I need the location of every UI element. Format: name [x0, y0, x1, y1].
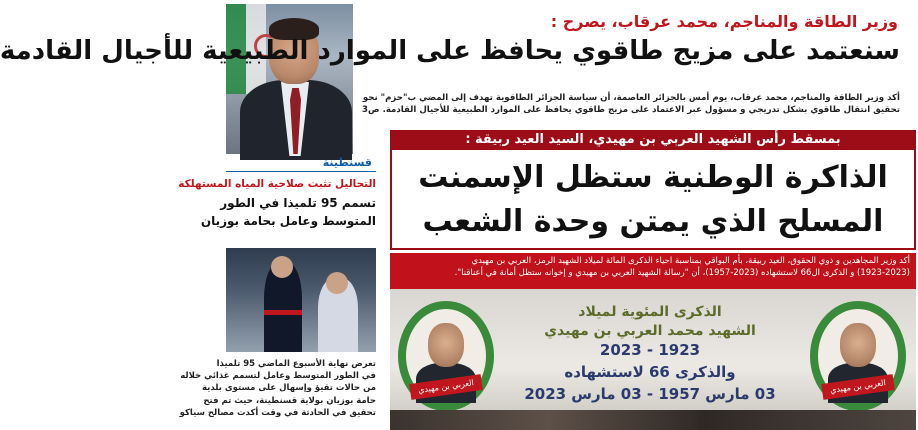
martyr-portrait-wreath-right [810, 301, 906, 411]
second-story-body-line: (1923-2023) و الذكرى ال66 لاستشهاده (2023-1957)، أن "رسالة الشهيد العربي بن مهيدي و إخوانه ستظل أمانة في أعناقنا". [454, 268, 910, 278]
banner-date: 03 مارس 1957 - 03 مارس 2023 [524, 385, 776, 403]
left-story-body-line: حامة بوزيان بولاية قسنطينة، حيث تم فتح [203, 395, 376, 406]
wreath-ribbon: العربي بن مهيدي [409, 374, 483, 400]
left-story-photo [226, 248, 376, 352]
left-story-title-line: المتوسط وعامل بحامة بوزيان [200, 214, 376, 228]
banner-anniversary: والذكرى 66 لاستشهاده [564, 363, 736, 381]
left-story-title[interactable] [200, 194, 376, 230]
left-story-body-line: في الطور المتوسط وعامل لتسمم غذائي خلاله [180, 371, 376, 382]
second-story-body-line: أكد وزير المجاهدين و ذوي الحقوق، العيد ربيقة، بأم البواقي بمناسبة احياء الذكرى المائة لميلاد الشهيد الرمز، العربي بن مهيدي [471, 256, 910, 266]
top-story-kicker: وزير الطاقة والمناجم، محمد عرقاب، يصرح : [550, 12, 898, 31]
second-story-kicker-band: بمسقط رأس الشهيد العربي بن مهيدي، السيد العيد ربيقة : [390, 130, 916, 150]
left-story-title-line: تسمم 95 تلميذا في الطور [220, 196, 376, 210]
patient-head [326, 272, 348, 294]
left-story-body-line: تحقيق في الحادثة في وقت أكدت مصالح سياكو [179, 407, 376, 418]
banner-years: 1923 - 2023 [599, 341, 701, 359]
banner-title-line: الذكرى المئوية لميلاد [578, 304, 722, 320]
second-story-body [390, 253, 916, 289]
martyr-face [840, 323, 876, 367]
minister-portrait-photo [226, 4, 353, 154]
banner-title-line: الشهيد محمد العربي بن مهيدي [544, 323, 756, 339]
top-story-body-line: تحقيق انتقال طاقوي بشكل تدريجي و مسؤول عبر الاعتماد على مزيج طاقوي يحافظ على الموارد الطبيعية للأجيال القادمة. ص3 [362, 105, 900, 115]
officer-head [271, 256, 293, 278]
top-story-body-line: أكد وزير الطاقة والمناجم، محمد عرقاب، يوم أمس بالجزائر العاصمة، أن سياسة الجزائر الطاقوية تهدف إلى المضي ب"حزم" نحو [362, 93, 900, 103]
left-story-kicker: التحاليل تثبت صلاحية المياه المستهلكة [178, 178, 376, 190]
audience-silhouettes [390, 410, 916, 430]
section-label-constantine[interactable]: قسنطينة [226, 156, 376, 172]
banner-title [460, 303, 840, 341]
top-story-body [362, 92, 900, 116]
second-story-headline-line: المسلح الذي يمتن وحدة الشعب [422, 204, 884, 239]
commemoration-banner-photo [390, 289, 916, 430]
left-story-body-line: تعرض نهاية الأسبوع الماضي 95 تلميذا [216, 359, 376, 369]
uniform-stripe [264, 310, 302, 315]
wreath-ribbon: العربي بن مهيدي [821, 374, 895, 400]
top-story-headline[interactable]: سنعتمد على مزيج طاقوي يحافظ على الموارد الطبيعية للأجيال القادمة [0, 36, 900, 66]
second-story-headline[interactable] [398, 156, 908, 244]
left-story-body [179, 358, 376, 419]
left-story-body-line: من حالات تقيؤ وإسهال على مستوى بلدية [202, 383, 376, 394]
second-story-headline-line: الذاكرة الوطنية ستظل الإسمنت [418, 160, 888, 195]
martyr-face [428, 323, 464, 367]
